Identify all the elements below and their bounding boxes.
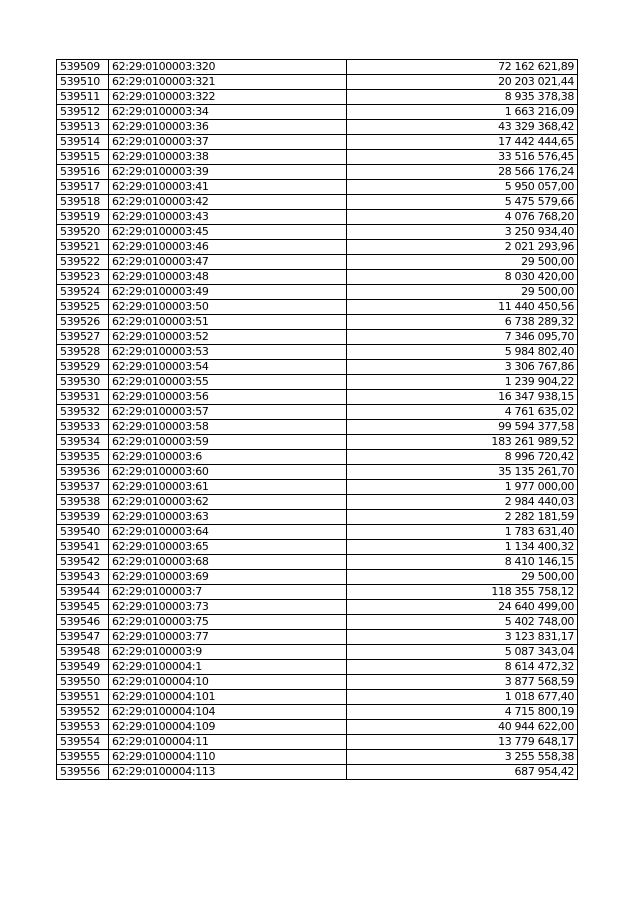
cadastral-number: 62:29:0100003:51	[109, 315, 347, 330]
cadastral-value: 99 594 377,58	[347, 420, 578, 435]
table-row	[57, 165, 578, 180]
row-number: 539520	[57, 225, 109, 240]
table-row	[57, 525, 578, 540]
cadastral-value: 8 935 378,38	[347, 90, 578, 105]
cadastral-value: 13 779 648,17	[347, 735, 578, 750]
cadastral-value: 28 566 176,24	[347, 165, 578, 180]
cadastral-number: 62:29:0100003:37	[109, 135, 347, 150]
row-number: 539544	[57, 585, 109, 600]
cadastral-value: 2 984 440,03	[347, 495, 578, 510]
cadastral-number: 62:29:0100003:62	[109, 495, 347, 510]
table-row	[57, 345, 578, 360]
cadastral-value: 29 500,00	[347, 570, 578, 585]
cadastral-number: 62:29:0100004:104	[109, 705, 347, 720]
row-number: 539536	[57, 465, 109, 480]
cadastral-value: 5 475 579,66	[347, 195, 578, 210]
row-number: 539537	[57, 480, 109, 495]
table-row	[57, 765, 578, 780]
cadastral-number: 62:29:0100003:321	[109, 75, 347, 90]
table-row	[57, 465, 578, 480]
cadastral-value: 1 783 631,40	[347, 525, 578, 540]
row-number: 539538	[57, 495, 109, 510]
table-row	[57, 225, 578, 240]
cadastral-value: 4 076 768,20	[347, 210, 578, 225]
row-number: 539522	[57, 255, 109, 270]
table-row	[57, 675, 578, 690]
table-row	[57, 630, 578, 645]
cadastral-number: 62:29:0100003:47	[109, 255, 347, 270]
table-row	[57, 195, 578, 210]
cadastral-value: 33 516 576,45	[347, 150, 578, 165]
row-number: 539525	[57, 300, 109, 315]
cadastral-number: 62:29:0100003:6	[109, 450, 347, 465]
row-number: 539534	[57, 435, 109, 450]
cadastral-number: 62:29:0100004:11	[109, 735, 347, 750]
cadastral-number: 62:29:0100003:320	[109, 60, 347, 75]
cadastral-number: 62:29:0100003:52	[109, 330, 347, 345]
table-row	[57, 450, 578, 465]
table-row	[57, 270, 578, 285]
cadastral-value: 11 440 450,56	[347, 300, 578, 315]
cadastral-number: 62:29:0100003:45	[109, 225, 347, 240]
row-number: 539526	[57, 315, 109, 330]
cadastral-value: 20 203 021,44	[347, 75, 578, 90]
cadastral-number: 62:29:0100003:53	[109, 345, 347, 360]
row-number: 539549	[57, 660, 109, 675]
table-row	[57, 330, 578, 345]
table-row	[57, 570, 578, 585]
cadastral-value: 1 018 677,40	[347, 690, 578, 705]
table-row	[57, 120, 578, 135]
cadastral-value: 1 977 000,00	[347, 480, 578, 495]
row-number: 539547	[57, 630, 109, 645]
row-number: 539532	[57, 405, 109, 420]
cadastral-number: 62:29:0100003:38	[109, 150, 347, 165]
table-row	[57, 405, 578, 420]
row-number: 539539	[57, 510, 109, 525]
cadastral-number: 62:29:0100003:60	[109, 465, 347, 480]
table-row	[57, 240, 578, 255]
cadastral-number: 62:29:0100003:69	[109, 570, 347, 585]
document-page	[56, 59, 577, 780]
row-number: 539514	[57, 135, 109, 150]
table-row	[57, 480, 578, 495]
row-number: 539533	[57, 420, 109, 435]
table-body	[57, 60, 578, 780]
row-number: 539542	[57, 555, 109, 570]
table-row	[57, 720, 578, 735]
row-number: 539511	[57, 90, 109, 105]
table-row	[57, 660, 578, 675]
row-number: 539540	[57, 525, 109, 540]
cadastral-number: 62:29:0100003:48	[109, 270, 347, 285]
cadastral-value: 6 738 289,32	[347, 315, 578, 330]
row-number: 539509	[57, 60, 109, 75]
table-row	[57, 510, 578, 525]
table-row	[57, 105, 578, 120]
cadastral-value: 29 500,00	[347, 255, 578, 270]
cadastral-number: 62:29:0100003:41	[109, 180, 347, 195]
cadastral-value: 183 261 989,52	[347, 435, 578, 450]
cadastral-value: 8 996 720,42	[347, 450, 578, 465]
table-row	[57, 750, 578, 765]
cadastral-value: 35 135 261,70	[347, 465, 578, 480]
table-row	[57, 300, 578, 315]
table-row	[57, 315, 578, 330]
row-number: 539546	[57, 615, 109, 630]
row-number: 539527	[57, 330, 109, 345]
cadastral-value: 3 250 934,40	[347, 225, 578, 240]
table-row	[57, 600, 578, 615]
table-row	[57, 435, 578, 450]
table-row	[57, 375, 578, 390]
row-number: 539550	[57, 675, 109, 690]
cadastral-number: 62:29:0100003:43	[109, 210, 347, 225]
cadastral-number: 62:29:0100003:77	[109, 630, 347, 645]
table-row	[57, 585, 578, 600]
cadastral-value: 3 306 767,86	[347, 360, 578, 375]
cadastral-value: 4 715 800,19	[347, 705, 578, 720]
cadastral-number: 62:29:0100003:68	[109, 555, 347, 570]
table-row	[57, 390, 578, 405]
table-row	[57, 690, 578, 705]
cadastral-value: 72 162 621,89	[347, 60, 578, 75]
cadastral-number: 62:29:0100003:64	[109, 525, 347, 540]
cadastral-value: 24 640 499,00	[347, 600, 578, 615]
cadastral-value: 5 984 802,40	[347, 345, 578, 360]
cadastral-number: 62:29:0100003:56	[109, 390, 347, 405]
cadastral-number: 62:29:0100003:61	[109, 480, 347, 495]
cadastral-value: 8 614 472,32	[347, 660, 578, 675]
row-number: 539545	[57, 600, 109, 615]
cadastral-value: 5 402 748,00	[347, 615, 578, 630]
cadastral-value: 1 663 216,09	[347, 105, 578, 120]
table-row	[57, 135, 578, 150]
row-number: 539556	[57, 765, 109, 780]
cadastral-value: 3 123 831,17	[347, 630, 578, 645]
cadastral-value: 2 282 181,59	[347, 510, 578, 525]
row-number: 539524	[57, 285, 109, 300]
table-row	[57, 705, 578, 720]
cadastral-number: 62:29:0100003:46	[109, 240, 347, 255]
row-number: 539551	[57, 690, 109, 705]
cadastral-number: 62:29:0100003:57	[109, 405, 347, 420]
table-row	[57, 555, 578, 570]
table-row	[57, 90, 578, 105]
cadastral-value: 8 030 420,00	[347, 270, 578, 285]
table-row	[57, 645, 578, 660]
cadastral-number: 62:29:0100004:1	[109, 660, 347, 675]
row-number: 539531	[57, 390, 109, 405]
cadastral-value: 40 944 622,00	[347, 720, 578, 735]
cadastral-number: 62:29:0100003:75	[109, 615, 347, 630]
table-row	[57, 60, 578, 75]
table-row	[57, 150, 578, 165]
row-number: 539517	[57, 180, 109, 195]
table-row	[57, 540, 578, 555]
row-number: 539529	[57, 360, 109, 375]
row-number: 539510	[57, 75, 109, 90]
cadastral-number: 62:29:0100004:113	[109, 765, 347, 780]
table-row	[57, 615, 578, 630]
cadastral-value-table	[56, 59, 578, 780]
cadastral-number: 62:29:0100003:73	[109, 600, 347, 615]
cadastral-number: 62:29:0100003:54	[109, 360, 347, 375]
row-number: 539518	[57, 195, 109, 210]
cadastral-number: 62:29:0100003:322	[109, 90, 347, 105]
cadastral-value: 8 410 146,15	[347, 555, 578, 570]
row-number: 539528	[57, 345, 109, 360]
table-row	[57, 285, 578, 300]
cadastral-number: 62:29:0100003:59	[109, 435, 347, 450]
cadastral-value: 43 329 368,42	[347, 120, 578, 135]
cadastral-value: 5 087 343,04	[347, 645, 578, 660]
row-number: 539541	[57, 540, 109, 555]
table-row	[57, 420, 578, 435]
table-row	[57, 75, 578, 90]
table-row	[57, 495, 578, 510]
row-number: 539516	[57, 165, 109, 180]
cadastral-value: 1 134 400,32	[347, 540, 578, 555]
table-row	[57, 180, 578, 195]
cadastral-number: 62:29:0100004:101	[109, 690, 347, 705]
row-number: 539553	[57, 720, 109, 735]
cadastral-number: 62:29:0100003:50	[109, 300, 347, 315]
table-row	[57, 360, 578, 375]
cadastral-value: 3 255 558,38	[347, 750, 578, 765]
cadastral-number: 62:29:0100003:63	[109, 510, 347, 525]
cadastral-value: 7 346 095,70	[347, 330, 578, 345]
cadastral-number: 62:29:0100004:10	[109, 675, 347, 690]
cadastral-number: 62:29:0100003:49	[109, 285, 347, 300]
row-number: 539515	[57, 150, 109, 165]
cadastral-value: 4 761 635,02	[347, 405, 578, 420]
cadastral-number: 62:29:0100003:9	[109, 645, 347, 660]
row-number: 539523	[57, 270, 109, 285]
cadastral-value: 17 442 444,65	[347, 135, 578, 150]
table-row	[57, 735, 578, 750]
row-number: 539521	[57, 240, 109, 255]
cadastral-value: 5 950 057,00	[347, 180, 578, 195]
cadastral-number: 62:29:0100003:36	[109, 120, 347, 135]
cadastral-value: 3 877 568,59	[347, 675, 578, 690]
row-number: 539543	[57, 570, 109, 585]
cadastral-number: 62:29:0100003:65	[109, 540, 347, 555]
cadastral-value: 687 954,42	[347, 765, 578, 780]
cadastral-value: 16 347 938,15	[347, 390, 578, 405]
row-number: 539552	[57, 705, 109, 720]
row-number: 539554	[57, 735, 109, 750]
row-number: 539535	[57, 450, 109, 465]
cadastral-number: 62:29:0100003:7	[109, 585, 347, 600]
cadastral-number: 62:29:0100003:34	[109, 105, 347, 120]
cadastral-number: 62:29:0100003:39	[109, 165, 347, 180]
cadastral-number: 62:29:0100004:110	[109, 750, 347, 765]
cadastral-number: 62:29:0100003:58	[109, 420, 347, 435]
cadastral-value: 118 355 758,12	[347, 585, 578, 600]
cadastral-number: 62:29:0100003:42	[109, 195, 347, 210]
table-row	[57, 255, 578, 270]
cadastral-number: 62:29:0100004:109	[109, 720, 347, 735]
cadastral-number: 62:29:0100003:55	[109, 375, 347, 390]
row-number: 539519	[57, 210, 109, 225]
row-number: 539512	[57, 105, 109, 120]
row-number: 539555	[57, 750, 109, 765]
row-number: 539513	[57, 120, 109, 135]
cadastral-value: 1 239 904,22	[347, 375, 578, 390]
table-row	[57, 210, 578, 225]
row-number: 539548	[57, 645, 109, 660]
cadastral-value: 2 021 293,96	[347, 240, 578, 255]
row-number: 539530	[57, 375, 109, 390]
cadastral-value: 29 500,00	[347, 285, 578, 300]
